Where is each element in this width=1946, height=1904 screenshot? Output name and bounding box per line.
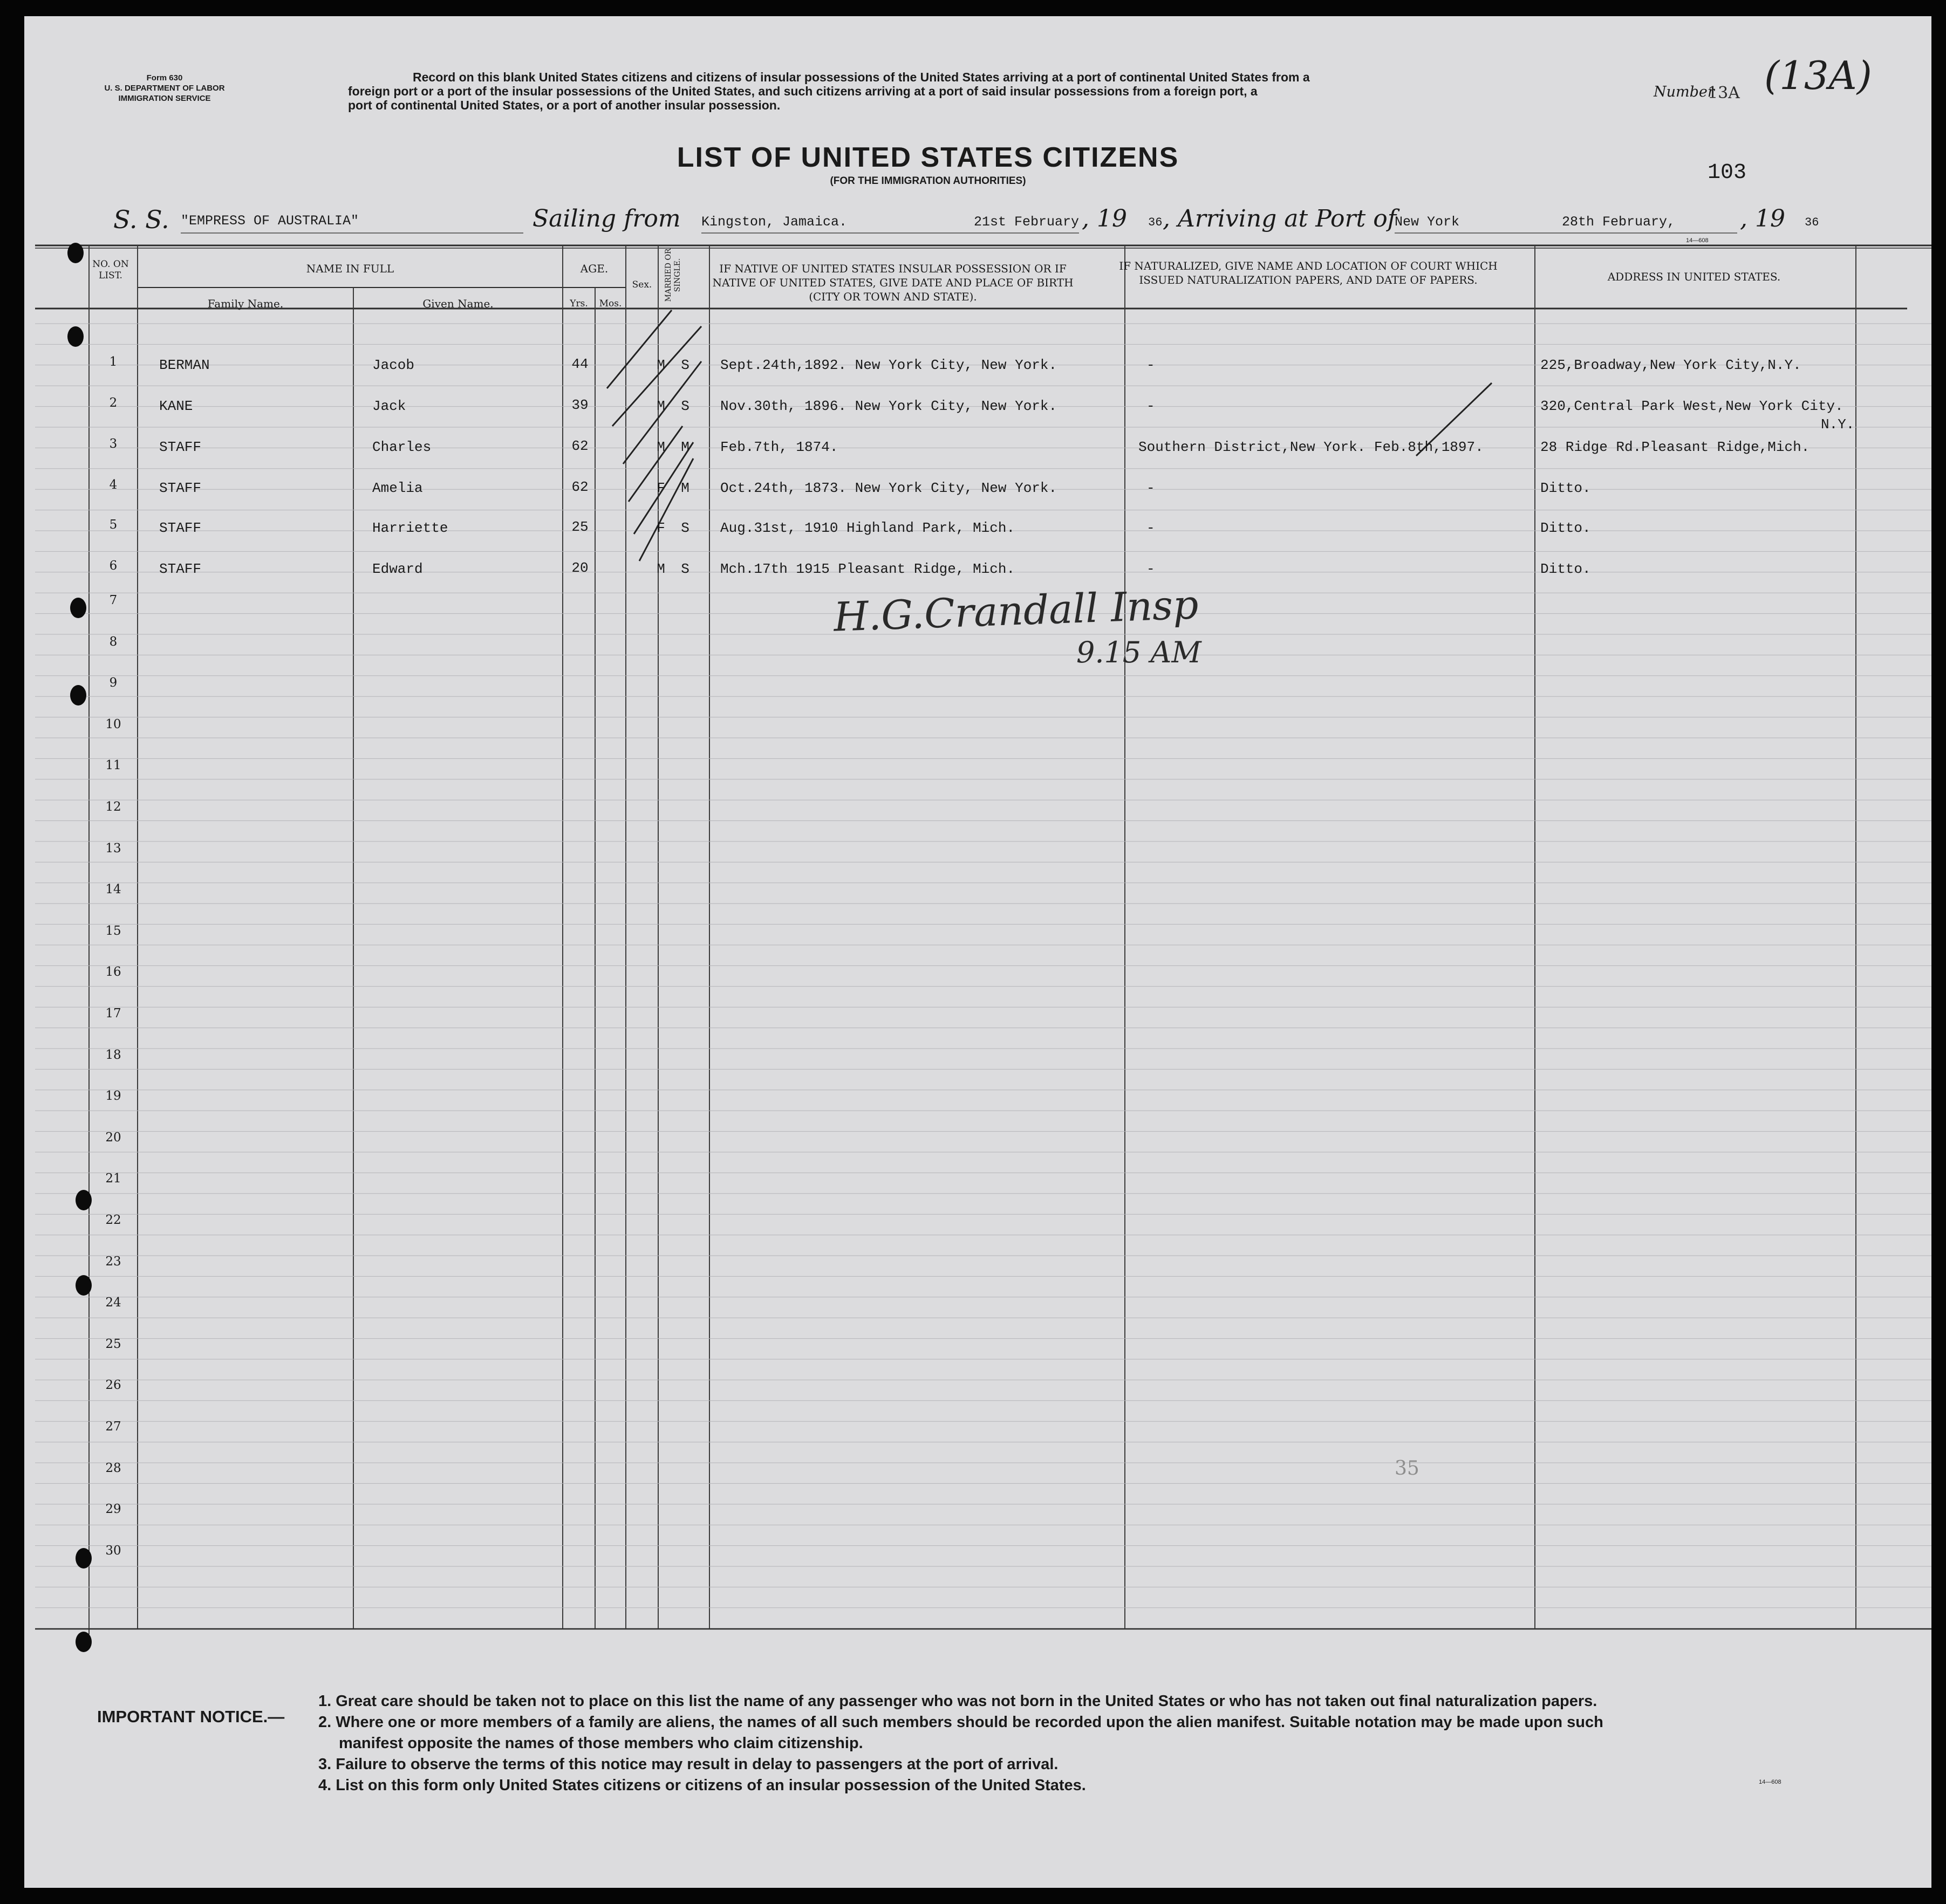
sailing-label: Sailing from: [532, 205, 681, 232]
arriving-year: 36: [1805, 216, 1819, 229]
row-number: 25: [105, 1337, 121, 1351]
sex: F: [657, 480, 665, 496]
col-given: Given Name.: [422, 297, 494, 310]
row-number: 12: [105, 800, 121, 814]
punch-hole: [70, 598, 86, 618]
service: IMMIGRATION SERVICE: [118, 94, 211, 103]
given-name: Harriette: [372, 520, 448, 536]
number-handwritten: (13A): [1764, 53, 1872, 98]
arriving-date: 28th February,: [1562, 214, 1676, 230]
col-address: ADDRESS IN UNITED STATES.: [1607, 270, 1781, 283]
sailing-date: 21st February: [974, 214, 1080, 230]
naturalization-info: -: [1146, 520, 1155, 536]
age-years: 25: [571, 519, 589, 535]
marital-status: M: [681, 439, 689, 455]
col-mos: Mos.: [599, 298, 622, 309]
notice-items: [318, 1691, 1883, 1796]
row-number: 20: [105, 1130, 121, 1145]
birth-info: Feb.7th, 1874.: [720, 439, 838, 455]
row-number: 28: [105, 1461, 121, 1475]
number-value: 13A: [1708, 84, 1740, 102]
notice-title: IMPORTANT NOTICE.—: [97, 1707, 285, 1726]
row-number: 14: [105, 882, 121, 897]
notice-item: 1. Great care should be taken not to place on this list the name of any passenger who was not born in the United States or who has not taken out final naturalization papers.: [318, 1693, 1597, 1710]
row-number: 29: [105, 1502, 121, 1517]
row-number: 23: [105, 1254, 121, 1269]
marital-status: S: [681, 398, 689, 414]
ship-name: "EMPRESS OF AUSTRALIA": [181, 213, 359, 229]
instruction-line: port of continental United States, or a port of another insular possession.: [348, 98, 781, 112]
printer-mark-top: 14—608: [1686, 237, 1709, 244]
page-subtitle: (FOR THE IMMIGRATION AUTHORITIES): [830, 175, 1026, 187]
row-number: 30: [105, 1543, 121, 1558]
given-name: Jack: [372, 398, 406, 414]
punch-hole: [76, 1548, 92, 1569]
address: Ditto.: [1540, 561, 1591, 577]
sex: M: [657, 561, 665, 577]
marital-status: S: [681, 520, 689, 536]
inspector-signature: H.G.Crandall Insp: [832, 581, 1199, 641]
given-name: Charles: [372, 439, 432, 455]
notice-item: 3. Failure to observe the terms of this notice may result in delay to passengers at the port of arrival.: [318, 1756, 1059, 1773]
col-married: MARRIED OR SINGLE.: [664, 248, 682, 302]
row-number: 10: [105, 717, 121, 731]
naturalization-info: Southern District,New York. Feb.8th,1897.: [1138, 439, 1484, 455]
row-number: 6: [109, 559, 118, 573]
arriving-label: , Arriving at Port of: [1163, 205, 1396, 232]
age-years: 44: [571, 356, 589, 372]
instruction-line: Record on this blank United States citizens and citizens of insular possessions of the United States arriving at a port of continental United States from a: [413, 70, 1310, 84]
signature-time: 9.15 AM: [1076, 635, 1201, 669]
sex: F: [657, 520, 665, 536]
age-years: 39: [571, 397, 589, 413]
row-number: 13: [105, 841, 121, 855]
notice-item: 4. List on this form only United States citizens or citizens of an insular possession of the United States.: [318, 1777, 1086, 1794]
marital-status: S: [681, 561, 689, 577]
punch-hole: [70, 685, 86, 706]
row-number: 15: [105, 923, 121, 938]
arriving-port: New York: [1395, 214, 1460, 230]
ss-label: S. S.: [113, 205, 169, 234]
sailing-from: Kingston, Jamaica.: [701, 214, 848, 230]
row-number: 27: [105, 1420, 121, 1434]
notice-item: 2. Where one or more members of a family are aliens, the names of all such members should be recorded upon the alien manifest. Suitable notation may be made upon such: [318, 1714, 1603, 1731]
printer-mark-bottom: 14—608: [1759, 1779, 1781, 1785]
stamp-number: 35: [1395, 1457, 1419, 1480]
address-continued: N.Y.: [1821, 416, 1855, 433]
row-number: 24: [105, 1296, 121, 1310]
birth-info: Aug.31st, 1910 Highland Park, Mich.: [720, 520, 1015, 536]
instruction-line: foreign port or a port of the insular possessions of the United States, and such citizens arriving at a port of said insular possessions from a foreign port, a: [348, 84, 1258, 98]
birth-info: Nov.30th, 1896. New York City, New York.: [720, 398, 1057, 414]
punch-hole: [76, 1190, 92, 1210]
sex: M: [657, 357, 665, 373]
birth-info: Sept.24th,1892. New York City, New York.: [720, 357, 1057, 373]
given-name: Edward: [372, 561, 423, 577]
age-years: 62: [571, 479, 589, 495]
instructions: [348, 70, 1616, 112]
row-number: 11: [105, 758, 121, 773]
col-yrs: Yrs.: [570, 298, 588, 309]
manifest-sheet: [24, 16, 1931, 1888]
address: Ditto.: [1540, 520, 1591, 536]
row-number: 3: [109, 437, 118, 451]
address: Ditto.: [1540, 480, 1591, 496]
row-number: 21: [105, 1172, 121, 1186]
row-number: 19: [105, 1089, 121, 1104]
address: 225,Broadway,New York City,N.Y.: [1540, 357, 1801, 373]
row-number: 4: [109, 478, 118, 492]
naturalization-info: -: [1146, 561, 1155, 577]
page-number: 103: [1708, 161, 1747, 185]
age-years: 20: [571, 560, 589, 576]
naturalization-info: -: [1146, 398, 1155, 414]
arriving-year-prefix: , 19: [1740, 205, 1785, 232]
family-name: STAFF: [159, 439, 202, 455]
family-name: STAFF: [159, 480, 202, 496]
col-no: NO. ON LIST.: [92, 259, 129, 281]
family-name: STAFF: [159, 520, 202, 536]
punch-hole: [67, 326, 84, 347]
row-number: 9: [109, 676, 118, 690]
sex: M: [657, 398, 665, 414]
marital-status: S: [681, 357, 689, 373]
family-name: BERMAN: [159, 357, 210, 373]
row-number: 17: [105, 1006, 121, 1021]
col-sex: Sex.: [632, 279, 652, 290]
col-birth: IF NATIVE OF UNITED STATES INSULAR POSSESSION OR IF NATIVE OF UNITED STATES, GIVE DATE AND PLACE OF BIRTH (CITY OR TOWN AND STATE).: [712, 262, 1074, 303]
punch-hole: [76, 1275, 92, 1296]
family-name: STAFF: [159, 561, 202, 577]
naturalization-info: -: [1146, 357, 1155, 373]
form-header: [94, 73, 235, 104]
row-number: 1: [109, 355, 118, 369]
row-number: 26: [105, 1378, 121, 1393]
notice-item: manifest opposite the names of those members who claim citizenship.: [339, 1735, 863, 1752]
row-number: 22: [105, 1213, 121, 1227]
row-number: 16: [105, 965, 121, 980]
col-age: AGE.: [580, 262, 609, 275]
address: 320,Central Park West,New York City.: [1540, 398, 1843, 414]
row-number: 18: [105, 1047, 121, 1062]
punch-hole: [67, 243, 84, 263]
punch-hole: [76, 1632, 92, 1652]
age-years: 62: [571, 438, 589, 454]
sailing-year: 36: [1148, 216, 1163, 229]
address: 28 Ridge Rd.Pleasant Ridge,Mich.: [1540, 439, 1810, 455]
row-number: 8: [109, 634, 118, 649]
col-name-group: NAME IN FULL: [306, 262, 394, 275]
row-number: 5: [109, 518, 118, 532]
row-number: 2: [109, 396, 118, 410]
birth-info: Mch.17th 1915 Pleasant Ridge, Mich.: [720, 561, 1015, 577]
given-name: Jacob: [372, 357, 415, 373]
family-name: KANE: [159, 398, 193, 414]
row-number: 7: [109, 593, 118, 607]
col-naturalized: IF NATURALIZED, GIVE NAME AND LOCATION OF COURT WHICH ISSUED NATURALIZATION PAPERS, AND DATE OF PAPERS.: [1119, 259, 1498, 286]
sex: M: [657, 439, 665, 455]
page-title: LIST OF UNITED STATES CITIZENS: [677, 142, 1179, 173]
sailing-year-prefix: , 19: [1082, 205, 1127, 232]
handwritten-check: [607, 310, 672, 388]
birth-info: Oct.24th, 1873. New York City, New York.: [720, 480, 1057, 496]
form-number: Form 630: [146, 73, 183, 83]
given-name: Amelia: [372, 480, 423, 496]
marital-status: M: [681, 480, 689, 496]
col-family: Family Name.: [207, 297, 284, 310]
department: U. S. DEPARTMENT OF LABOR: [104, 84, 225, 93]
naturalization-info: -: [1146, 480, 1155, 496]
number-label: Number: [1654, 84, 1715, 100]
